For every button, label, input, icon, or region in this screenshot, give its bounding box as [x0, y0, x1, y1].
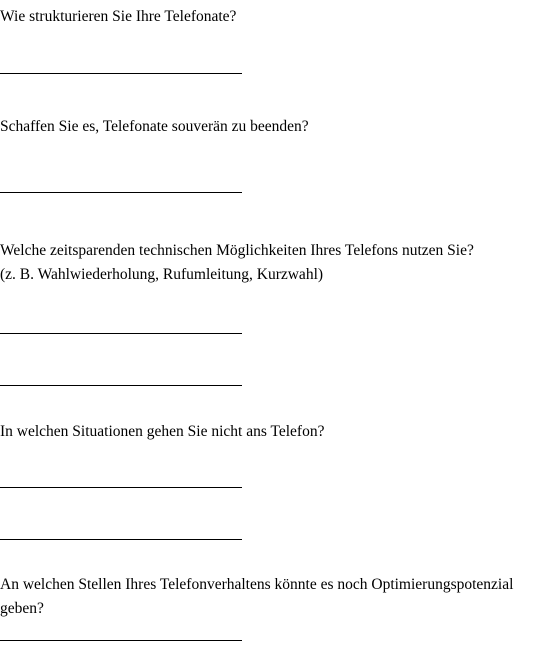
answer-line-3b[interactable] — [0, 385, 242, 386]
answer-line-3a[interactable] — [0, 333, 242, 334]
answer-line-2[interactable] — [0, 192, 242, 193]
answer-line-1[interactable] — [0, 73, 242, 74]
answer-line-5[interactable] — [0, 640, 242, 641]
answer-line-4b[interactable] — [0, 539, 242, 540]
answer-line-4a[interactable] — [0, 487, 242, 488]
question-4: In welchen Situationen gehen Sie nicht ans Telefon? — [0, 423, 325, 440]
question-5: An welchen Stellen Ihres Telefonverhaltens könnte es noch Optimierungspotenzial — [0, 576, 514, 593]
question-1: Wie strukturieren Sie Ihre Telefonate? — [0, 8, 237, 25]
question-2: Schaffen Sie es, Telefonate souverän zu beenden? — [0, 118, 309, 135]
question-3: Welche zeitsparenden technischen Möglichkeiten Ihres Telefons nutzen Sie? — [0, 242, 474, 259]
question-3-note: (z. B. Wahlwiederholung, Rufumleitung, Kurzwahl) — [0, 266, 324, 283]
question-5-continuation: geben? — [0, 600, 44, 617]
